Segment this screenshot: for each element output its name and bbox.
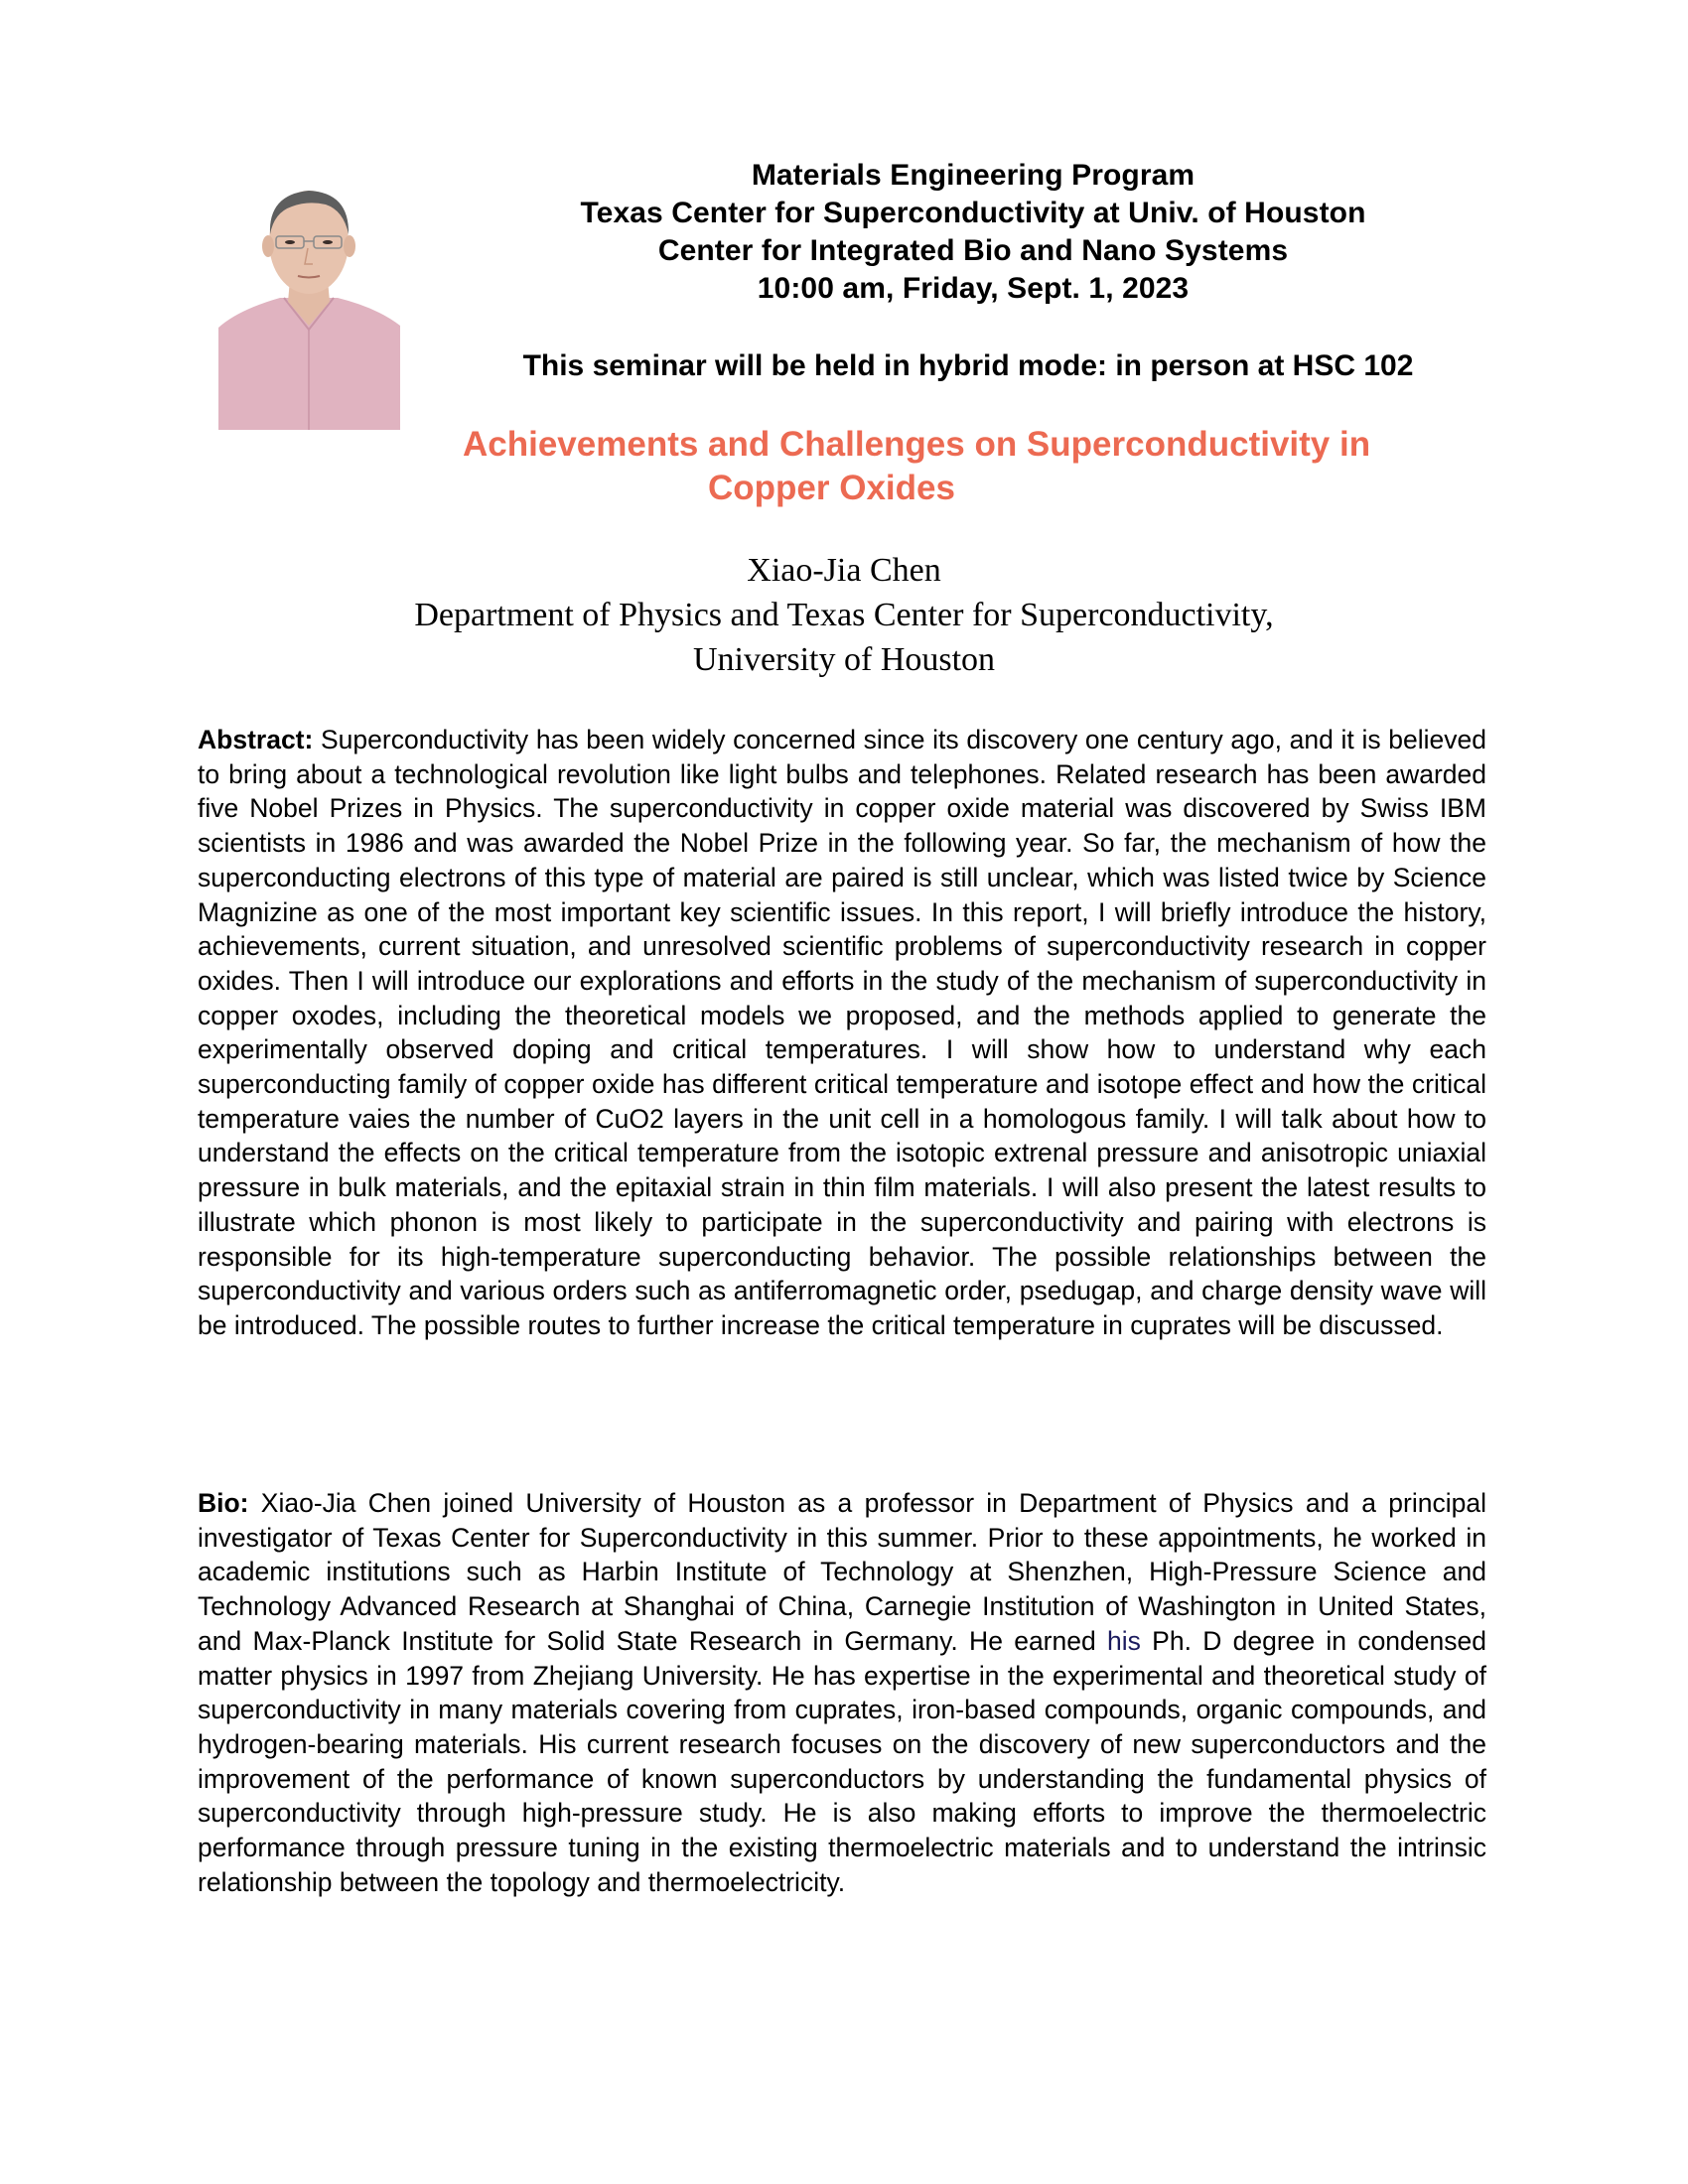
speaker-photo	[218, 181, 400, 430]
author-name: Xiao-Jia Chen	[747, 552, 941, 589]
talk-title	[463, 423, 1485, 510]
co-sponsor-name: Center for Integrated Bio and Nano Systems	[657, 234, 1289, 267]
event-header	[556, 157, 1390, 308]
author-affiliation-line-1: Department of Physics and Texas Center for Superconductivity,	[414, 597, 1274, 633]
program-name: Materials Engineering Program	[751, 159, 1196, 192]
center-name: Texas Center for Superconductivity at Univ. of Houston	[580, 197, 1366, 229]
abstract-text: Superconductivity has been widely concerned since its discovery one century ago, and it is believed to bring about a technological revolution like light bulbs and telephones. Related research has been awarded five Nobel Prizes in Physics. The superconductivity in copper oxide material was discovered by Swiss IBM scientists in 1986 and was awarded the Nobel Prize in the following year. So far, the mechanism of how the superconducting electrons of this type of material are paired is still unclear, which was listed twice by Science Magnizine as one of the most important key scientific issues. In this report, I will briefly introduce the history, achievements, current situation, and unresolved scientific problems of superconductivity research in copper oxides. Then I will introduce our explorations and efforts in the study of the mechanism of superconductivity in copper oxodes, including the theoretical models we proposed, and the methods applied to generate the experimentally observed doping and critical temperatures. I will show how to understand why each superconducting family of copper oxide has different critical temperature and isotope effect and how the critical temperature vaies the number of CuO2 layers in the unit cell in a homologous family. I will talk about how to understand the effects on the critical temperature from the isotopic extrenal pressure and anisotropic uniaxial pressure in bulk materials, and the epitaxial strain in thin film materials. I will also present the latest results to illustrate which phonon is most likely to participate in the superconductivity and pairing with electrons is responsible for its high-temperature superconducting behavior. The possible relationships between the superconductivity and various orders such as antiferromagnetic order, psedugap, and charge density wave will be introduced. The possible routes to further increase the critical temperature in cuprates will be discussed.	[198, 725, 1486, 1340]
seminar-location-note: This seminar will be held in hybrid mode: in person at HSC 102	[522, 349, 1414, 382]
bio-text-part-2: Ph. D degree in condensed matter physics in 1997 from Zhejiang University. He has expertise in the experimental and theoretical study of superconductivity in many materials covering from cuprates, iron-based compounds, organic compounds, and hydrogen-bearing materials. His current research focuses on the discovery of new superconductors and the improvement of the performance of known superconductors by understanding the fundamental physics of superconductivity through high-pressure study. He is also making efforts to improve the thermoelectric performance through pressure tuning in the existing thermoelectric materials and to understand the intrinsic relationship between the topology and thermoelectricity.	[198, 1625, 1486, 1897]
bio-highlighted-word: his	[1107, 1625, 1141, 1656]
talk-title-line-2: Copper Oxides	[708, 469, 955, 507]
bio-paragraph	[198, 1486, 1486, 1899]
bio-label: Bio:	[198, 1488, 249, 1518]
abstract-label: Abstract:	[198, 725, 314, 754]
author-block	[248, 548, 1440, 682]
event-datetime: 10:00 am, Friday, Sept. 1, 2023	[757, 272, 1190, 305]
abstract-paragraph	[198, 723, 1486, 1343]
talk-title-line-1: Achievements and Challenges on Superconductivity in	[463, 425, 1371, 464]
bio-text-part-1: Xiao-Jia Chen joined University of Houston as a professor in Department of Physics and a principal investigator of Texas Center for Superconductivity in this summer. Prior to these appointments, he worked in academic institutions such as Harbin Institute of Technology at Shenzhen, High-Pressure Science and Technology Advanced Research at Shanghai of China, Carnegie Institution of Washington in United States, and Max-Planck Institute for Solid State Research in Germany. He earned	[198, 1488, 1486, 1656]
portrait-image	[218, 181, 400, 430]
author-affiliation-line-2: University of Houston	[692, 641, 996, 678]
